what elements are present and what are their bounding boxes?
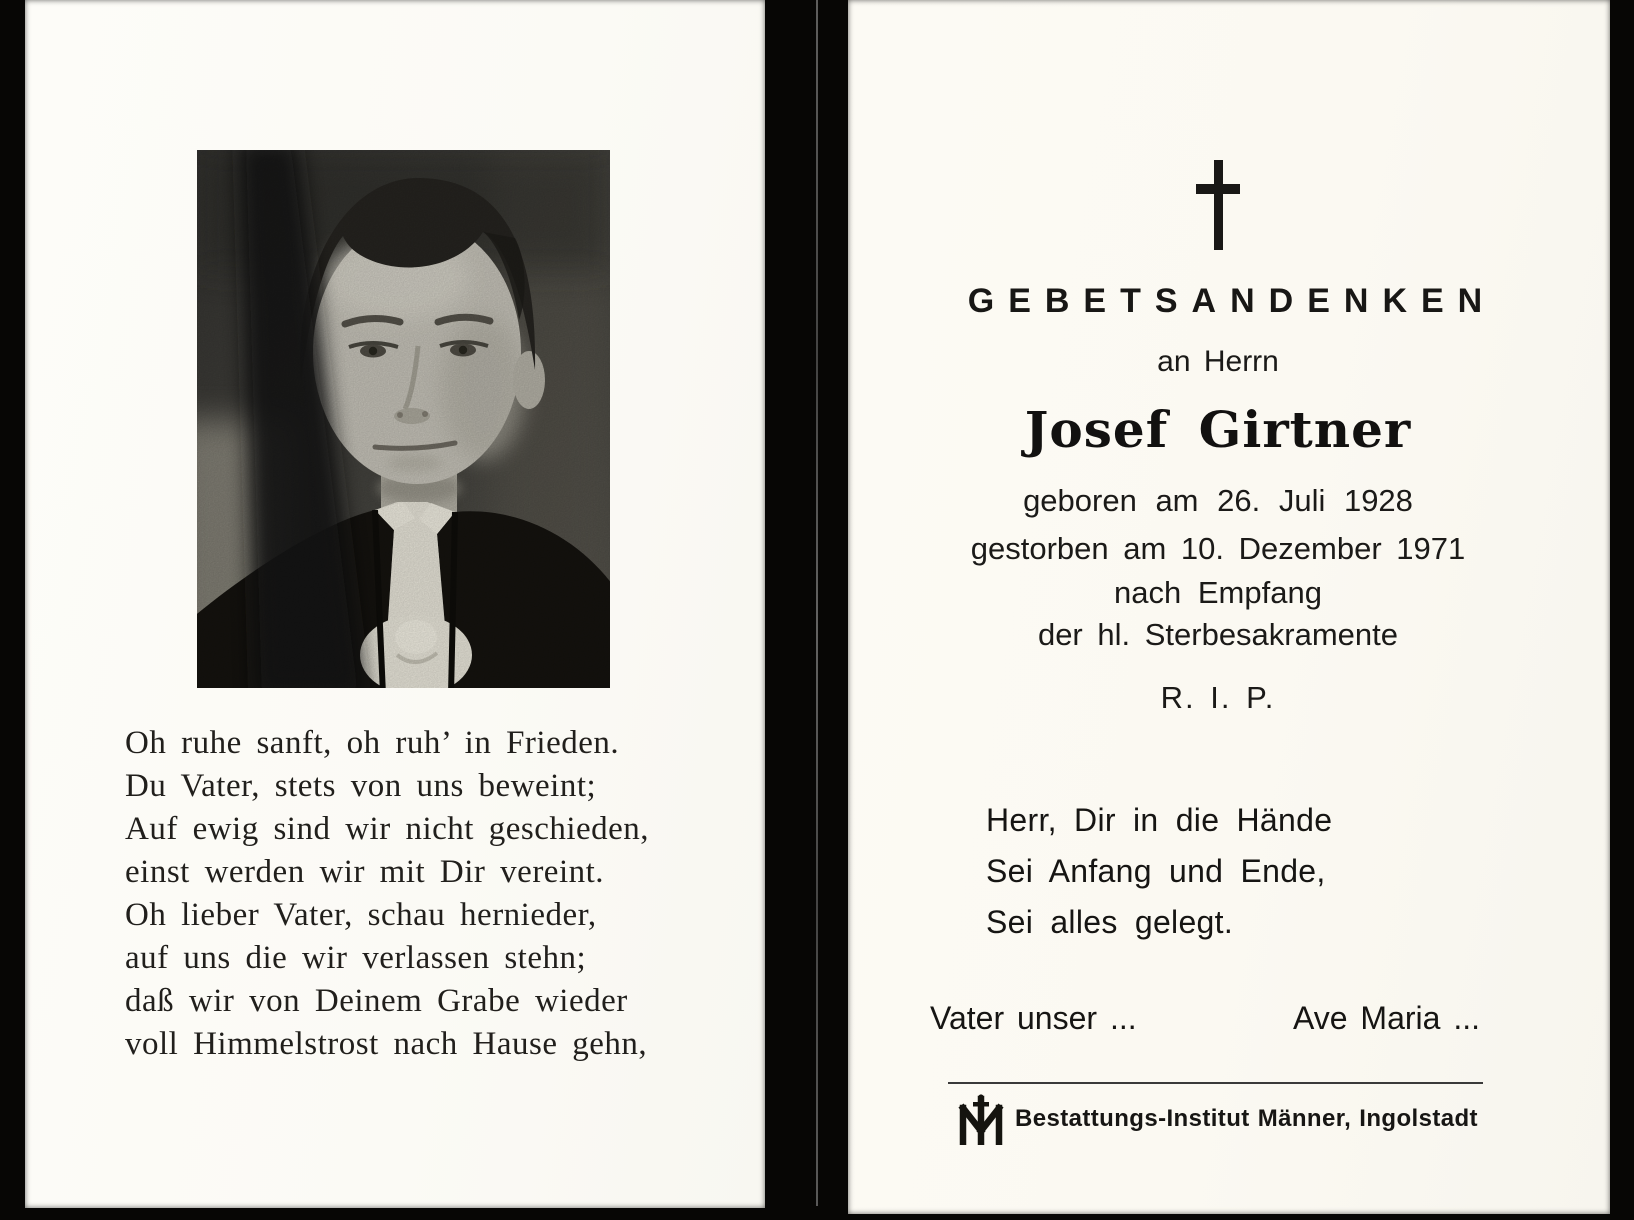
sacrament-line-1: nach Empfang bbox=[1114, 575, 1322, 610]
verse-line: Herr, Dir in die Hände bbox=[986, 802, 1333, 838]
poem-line: voll Himmelstrost nach Hause gehn, bbox=[125, 1026, 648, 1062]
birth-date-line: geboren am 26. Juli 1928 bbox=[1023, 483, 1413, 518]
sacrament-line-2: der hl. Sterbesakramente bbox=[1037, 617, 1399, 652]
memorial-title: GEBETSANDENKEN bbox=[967, 282, 1497, 320]
prayer-vater-unser: Vater unser ... bbox=[930, 1000, 1137, 1036]
cross-icon bbox=[837, 160, 1599, 257]
rip-abbreviation: R. I. P. bbox=[1160, 680, 1276, 715]
poem-line: daß wir von Deinem Grabe wieder bbox=[125, 983, 628, 1019]
poem-line: Auf ewig sind wir nicht geschieden, bbox=[125, 811, 650, 847]
fold-crack bbox=[816, 0, 818, 1206]
poem-line: auf uns die wir verlassen stehn; bbox=[125, 940, 587, 976]
poem-line: Du Vater, stets von uns beweint; bbox=[125, 768, 597, 804]
right-card-panel bbox=[848, 0, 1610, 1214]
funeral-home-row bbox=[956, 1093, 1478, 1145]
memorial-poem bbox=[125, 722, 649, 1066]
deceased-name: Josef Girtner bbox=[1024, 400, 1412, 459]
left-card-panel bbox=[25, 0, 765, 1208]
prayer-ave-maria: Ave Maria ... bbox=[1292, 1000, 1480, 1036]
verse-line: Sei Anfang und Ende, bbox=[986, 853, 1326, 889]
verse-line: Sei alles gelegt. bbox=[986, 904, 1234, 940]
prayer-verse bbox=[986, 795, 1332, 948]
portrait-illustration bbox=[197, 150, 610, 688]
poem-line: Oh ruhe sanft, oh ruh’ in Frieden. bbox=[125, 725, 620, 761]
divider-rule bbox=[948, 1082, 1483, 1084]
m-cross-logo-icon bbox=[956, 1093, 1006, 1145]
funeral-home-name: Bestattungs-Institut Männer, Ingolstadt bbox=[1015, 1105, 1478, 1132]
poem-line: einst werden wir mit Dir vereint. bbox=[125, 854, 605, 890]
prayers-row bbox=[930, 1000, 1480, 1037]
portrait-photo bbox=[197, 150, 610, 688]
death-date-line: gestorben am 10. Dezember 1971 bbox=[970, 531, 1466, 566]
poem-line: Oh lieber Vater, schau hernieder, bbox=[125, 897, 597, 933]
salutation: an Herrn bbox=[1157, 345, 1279, 378]
